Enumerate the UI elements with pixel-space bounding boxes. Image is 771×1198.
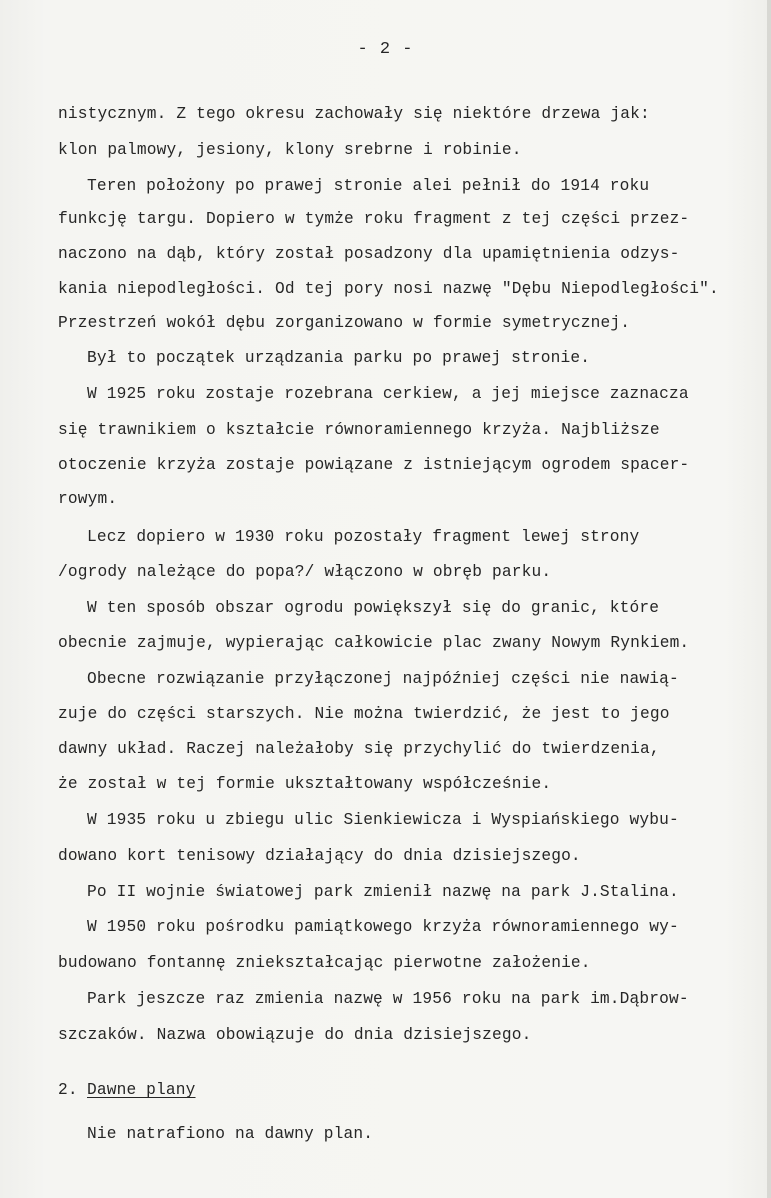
text-line: funkcję targu. Dopiero w tymże roku fragment z tej części przez- [58,210,690,228]
text-line: dowano kort tenisowy działający do dnia dzisiejszego. [58,847,581,865]
text-line: /ogrody należące do popa?/ włączono w obręb parku. [58,563,552,581]
text-line: zuje do części starszych. Nie można twierdzić, że jest to jego [58,705,670,723]
text-line: się trawnikiem o kształcie równoramiennego krzyża. Najbliższe [58,421,660,439]
text-line: Był to początek urządzania parku po prawej stronie. [87,349,591,367]
text-line: Park jeszcze raz zmienia nazwę w 1956 roku na park im.Dąbrow- [87,990,689,1008]
text-line: Obecne rozwiązanie przyłączonej najpóźniej części nie nawią- [87,670,679,688]
text-line: Przestrzeń wokół dębu zorganizowano w formie symetrycznej. [58,314,631,332]
text-line: nistycznym. Z tego okresu zachowały się niektóre drzewa jak: [58,105,650,123]
text-line: dawny układ. Raczej należałoby się przychylić do twierdzenia, [58,740,660,758]
text-line: Teren położony po prawej stronie alei pełnił do 1914 roku [87,177,650,195]
text-line: że został w tej formie ukształtowany współcześnie. [58,775,552,793]
section-heading: Dawne plany [87,1081,196,1099]
section-number: 2. [58,1081,78,1099]
text-line: naczono na dąb, który został posadzony dla upamiętnienia odzys- [58,245,680,263]
text-line: budowano fontannę zniekształcając pierwotne założenie. [58,954,591,972]
text-line: kania niepodległości. Od tej pory nosi nazwę "Dębu Niepodległości". [58,280,719,298]
text-line: W 1950 roku pośrodku pamiątkowego krzyża równoramiennego wy- [87,918,679,936]
page-edge [767,0,771,1198]
text-line: W ten sposób obszar ogrodu powiększył się do granic, które [87,599,660,617]
text-line: W 1935 roku u zbiegu ulic Sienkiewicza i Wyspiańskiego wybu- [87,811,679,829]
page-number: - 2 - [357,40,414,59]
text-line: Lecz dopiero w 1930 roku pozostały fragment lewej strony [87,528,640,546]
text-line: W 1925 roku zostaje rozebrana cerkiew, a jej miejsce zaznacza [87,385,689,403]
text-line: rowym. [58,490,118,508]
text-line: Po II wojnie światowej park zmienił nazwę na park J.Stalina. [87,883,679,901]
section-body: Nie natrafiono na dawny plan. [87,1125,374,1143]
text-line: obecnie zajmuje, wypierając całkowicie plac zwany Nowym Rynkiem. [58,634,690,652]
text-line: klon palmowy, jesiony, klony srebrne i robinie. [58,141,522,159]
text-line: szczaków. Nazwa obowiązuje do dnia dzisiejszego. [58,1026,532,1044]
text-line: otoczenie krzyża zostaje powiązane z istniejącym ogrodem spacer- [58,456,690,474]
